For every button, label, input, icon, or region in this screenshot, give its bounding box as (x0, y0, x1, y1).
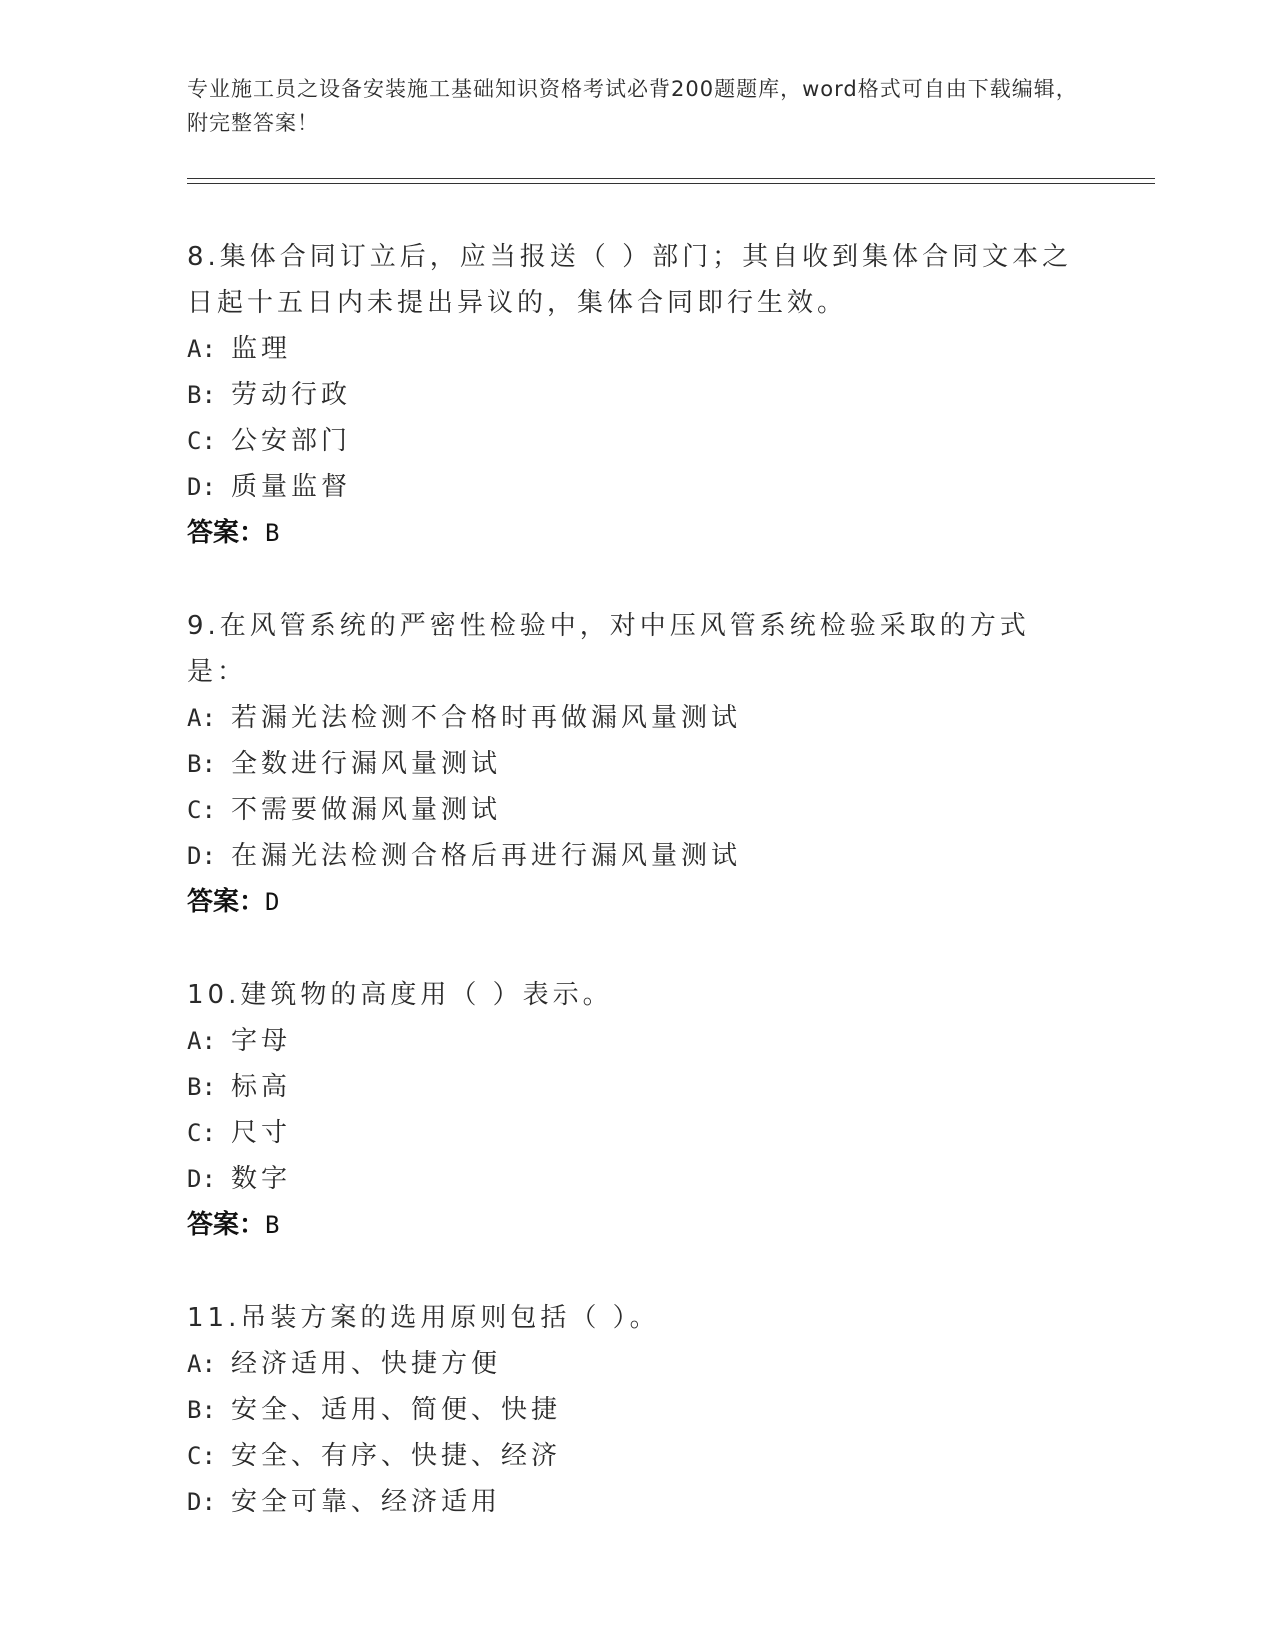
option-b (187, 741, 1087, 787)
answer-value: B (265, 1211, 280, 1239)
answer-line (187, 1202, 1087, 1248)
answer-label: 答案： (187, 1210, 266, 1240)
answer-line (187, 510, 1087, 556)
option-a (187, 1018, 1087, 1064)
option-letter: A: (187, 335, 216, 363)
option-letter: D: (187, 473, 216, 501)
option-text: 不需要做漏风量测试 (231, 795, 502, 825)
option-b (187, 1064, 1087, 1110)
option-letter: D: (187, 842, 216, 870)
option-letter: C: (187, 1119, 216, 1147)
option-text: 质量监督 (231, 472, 352, 502)
option-d (187, 833, 1087, 879)
option-c (187, 418, 1087, 464)
option-letter: B: (187, 750, 216, 778)
option-text: 公安部门 (231, 426, 352, 456)
answer-value: D (265, 888, 280, 916)
option-text: 经济适用、快捷方便 (231, 1349, 502, 1379)
question-text: 10.建筑物的高度用（ ）表示。 (187, 980, 613, 1010)
option-b (187, 372, 1087, 418)
answer-value: B (265, 519, 280, 547)
header-rule-bottom (187, 183, 1155, 184)
option-text: 全数进行漏风量测试 (231, 749, 502, 779)
option-text: 数字 (231, 1164, 292, 1194)
option-letter: C: (187, 427, 216, 455)
question-list (187, 234, 1087, 1572)
option-text: 尺寸 (231, 1118, 292, 1148)
option-letter: D: (187, 1488, 216, 1516)
option-a (187, 326, 1087, 372)
option-text: 安全、有序、快捷、经济 (231, 1441, 562, 1471)
option-a (187, 1341, 1087, 1387)
option-a (187, 695, 1087, 741)
question-text: 9.在风管系统的严密性检验中，对中压风管系统检验采取的方式是： (187, 611, 1030, 687)
question-item (187, 972, 1087, 1248)
option-d (187, 1479, 1087, 1525)
option-letter: A: (187, 1350, 216, 1378)
question-text: 11.吊装方案的选用原则包括（ ）。 (187, 1303, 660, 1333)
answer-label: 答案： (187, 887, 266, 917)
document-header: 专业施工员之设备安装施工基础知识资格考试必背200题题库，word格式可自由下载编辑，附完整答案！ (187, 77, 1078, 135)
option-letter: C: (187, 1442, 216, 1470)
question-item (187, 1295, 1087, 1525)
option-letter: B: (187, 1396, 216, 1424)
option-d (187, 1156, 1087, 1202)
option-letter: A: (187, 1027, 216, 1055)
option-letter: B: (187, 1073, 216, 1101)
option-text: 监理 (231, 334, 292, 364)
option-letter: C: (187, 796, 216, 824)
option-letter: D: (187, 1165, 216, 1193)
header-rule-top (187, 178, 1155, 179)
answer-label: 答案： (187, 518, 266, 548)
option-text: 若漏光法检测不合格时再做漏风量测试 (231, 703, 742, 733)
option-text: 字母 (231, 1026, 292, 1056)
option-d (187, 464, 1087, 510)
answer-line (187, 879, 1087, 925)
option-text: 在漏光法检测合格后再进行漏风量测试 (231, 841, 742, 871)
option-c (187, 1433, 1087, 1479)
option-text: 劳动行政 (231, 380, 352, 410)
option-text: 安全、适用、简便、快捷 (231, 1395, 562, 1425)
question-item (187, 234, 1087, 556)
option-text: 安全可靠、经济适用 (231, 1487, 502, 1517)
option-b (187, 1387, 1087, 1433)
option-letter: A: (187, 704, 216, 732)
option-letter: B: (187, 381, 216, 409)
option-text: 标高 (231, 1072, 292, 1102)
option-c (187, 1110, 1087, 1156)
question-text: 8.集体合同订立后，应当报送（ ）部门；其自收到集体合同文本之日起十五日内未提出异议的，集体合同即行生效。 (187, 242, 1073, 318)
question-item (187, 603, 1087, 925)
option-c (187, 787, 1087, 833)
